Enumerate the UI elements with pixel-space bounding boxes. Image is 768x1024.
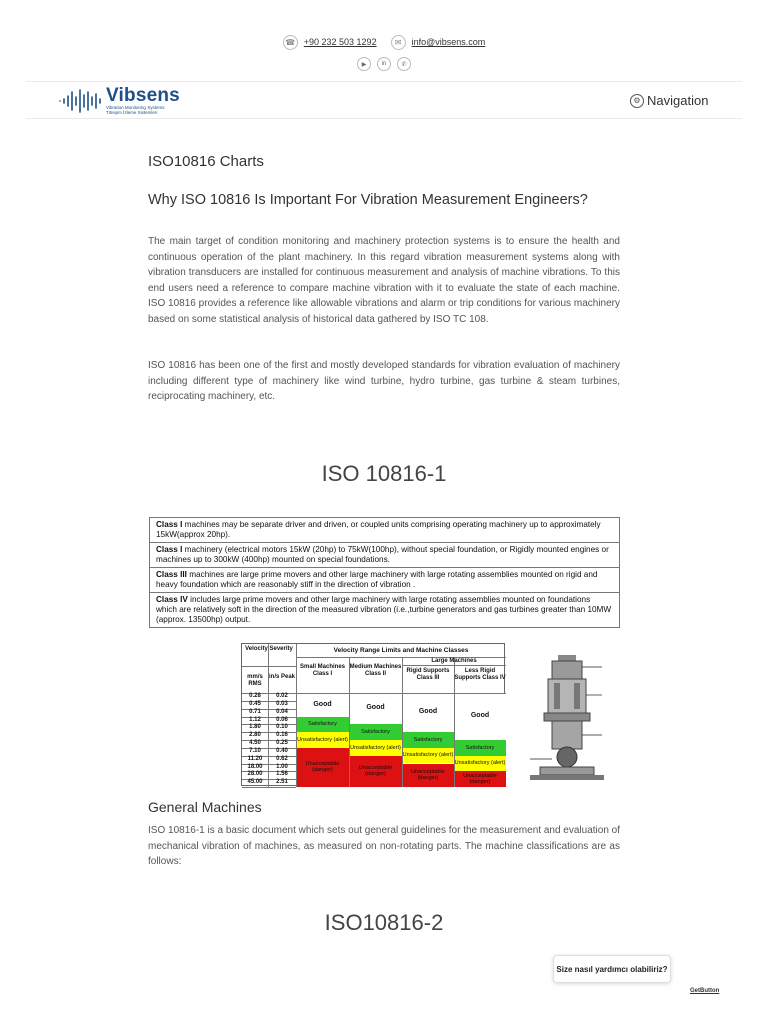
severity-rms-value: 45.00	[247, 779, 263, 786]
contact-bar	[0, 33, 768, 51]
page-title: ISO10816 Charts	[148, 153, 264, 170]
severity-header-right: Velocity Range Limits and Machine Classes	[333, 647, 469, 654]
severity-zone-unsatisfactory: Unsatisfactory (alert)	[349, 740, 402, 756]
phone-icon: ☎	[283, 35, 298, 50]
getbutton-credit-link[interactable]: GetButton	[690, 988, 720, 994]
severity-peak-value: 0.06	[276, 716, 288, 723]
severity-zone-unsatisfactory: Unsatisfactory (alert)	[296, 732, 349, 748]
logo-brand: Vibsens	[106, 85, 180, 106]
severity-rms-value: 18.00	[247, 763, 263, 770]
general-machines-paragraph: ISO 10816-1 is a basic document which sets out general guidelines for the measurement and evaluation of mechanical vibration of machines, as measured on non-rotating parts. The machine classifications are as follows:	[148, 825, 620, 868]
severity-rms-value: 0.45	[249, 700, 261, 707]
severity-zone-unsatisfactory: Unsatisfactory (alert)	[454, 756, 506, 772]
class-row: Class I machines may be separate driver and driven, or coupled units comprising operating machinery up to approximately 15kW(approx 20hp).	[150, 518, 619, 543]
severity-grid-line	[402, 665, 506, 666]
severity-rms-value: 0.28	[249, 693, 261, 699]
intro-paragraph: The main target of condition monitoring and machinery protection systems is to ensure the health and continuous operation of the plant machinery. In this regard vibration measurement systems along with vibration transducers are installed for continuous measurement and analysis of machine vibrations. To this end users need a reference to compare machine vibration with it to evaluate the state of each machine. ISO 10816 provides a reference like allowable vibrations and alarm or trip conditions for various machinery based on some statistical analysis of historical data gathered by ISO TC 108.	[148, 236, 620, 325]
logo-tagline-en: Vibration Monitoring Systems	[106, 105, 165, 110]
machine-class-header: Small Machines Class I	[299, 664, 346, 677]
site-logo[interactable]	[58, 86, 180, 115]
severity-zone-satisfactory: Satisfactory	[296, 717, 349, 733]
general-machines-heading: General Machines	[148, 799, 262, 815]
severity-col-peak: in/s Peak	[268, 674, 295, 680]
severity-rms-value: 1.80	[249, 724, 261, 731]
large-machines-label: Large Machines	[431, 658, 477, 664]
class-row: Class I machinery (electrical motors 15kW (20hp) to 75kW(100hp), without special foundation, or Rigidly mounted engines or machines up to 300kW (400hp) mounted on special foundations.	[150, 543, 619, 568]
severity-peak-value: 0.16	[276, 732, 288, 739]
severity-peak-value: 2.51	[276, 779, 288, 786]
machine-class-header: Rigid Supports Class III	[406, 668, 450, 681]
severity-zone-satisfactory: Satisfactory	[349, 724, 402, 740]
severity-zone-good: Good	[349, 693, 402, 724]
severity-zone-good: Good	[454, 693, 506, 740]
mail-icon: ✉	[391, 35, 406, 50]
severity-rms-value: 11.20	[247, 755, 263, 762]
severity-peak-value: 0.40	[276, 747, 288, 754]
severity-rms-value: 1.12	[249, 716, 261, 723]
standard-paragraph: ISO 10816 has been one of the first and mostly developed standards for vibration evaluation of machinery including different type of machinery like wind turbine, hydro turbine, gas turbine & steam turbines, reciprocating machinery, etc.	[148, 360, 620, 403]
header-divider-top	[26, 81, 742, 82]
severity-peak-value: 1.56	[276, 771, 288, 778]
severity-rms-value: 7.10	[249, 747, 261, 754]
severity-peak-value: 1.00	[276, 763, 288, 770]
header-divider-bottom	[26, 118, 742, 119]
severity-rms-value: 2.80	[249, 732, 261, 739]
severity-zone-unsatisfactory: Unsatisfactory (alert)	[402, 748, 454, 764]
class-row: Class III machines are large prime movers and other large machinery with large rotating assemblies mounted on rigid and heavy foundation which are reasonably stiff in the direction of vibration .	[150, 568, 619, 593]
severity-zone-satisfactory: Satisfactory	[454, 740, 506, 756]
severity-zone-unacceptable: Unacceptable (danger)	[454, 771, 506, 787]
social-links	[0, 57, 768, 71]
severity-zone-good: Good	[402, 693, 454, 732]
vibration-severity-chart	[241, 643, 505, 786]
severity-grid-line	[242, 666, 296, 667]
phone-contact[interactable]	[283, 35, 377, 50]
whatsapp-icon[interactable]: ✆	[397, 57, 411, 71]
iso-10816-2-heading: ISO10816-2	[324, 910, 444, 935]
phone-link[interactable]: +90 232 503 1292	[303, 37, 377, 47]
vertical-machine-illustration	[530, 655, 604, 785]
severity-rms-value: 0.71	[249, 708, 261, 715]
navigation-label: Navigation	[647, 93, 709, 108]
iso-10816-1-heading: ISO 10816-1	[321, 461, 447, 486]
severity-rms-value: 4.50	[249, 740, 261, 746]
email-link[interactable]: info@vibsens.com	[411, 37, 486, 47]
severity-zone-unacceptable: Unacceptable (danger)	[296, 748, 349, 787]
severity-col-rms: mm/s RMS	[247, 674, 263, 687]
severity-peak-value: 0.10	[276, 724, 288, 731]
youtube-icon[interactable]: ▶	[357, 57, 371, 71]
chat-widget-bubble[interactable]: Size nasıl yardımcı olabiliriz?	[553, 955, 671, 983]
severity-peak-value: 0.02	[276, 693, 288, 699]
severity-zone-unacceptable: Unacceptable (danger)	[349, 756, 402, 787]
machine-class-header: Less Rigid Supports Class IV	[454, 668, 506, 681]
severity-zone-satisfactory: Satisfactory	[402, 732, 454, 748]
class-row: Class IV includes large prime movers and other large machinery with large rotating assemblies mounted on foundations which are relatively soft in the direction of the measured vibration (i.e.,turbine generators and gas turbines greater than 10MW (approx. 13500hp) output.	[156, 595, 612, 624]
logo-tagline-tr: Titreşim İzleme Sistemleri	[106, 110, 158, 115]
gear-icon: ⚙	[630, 94, 644, 108]
severity-row-line	[242, 787, 296, 788]
severity-header-left: Velocity Severity	[245, 646, 293, 652]
navigation-menu-button[interactable]	[630, 93, 708, 108]
linkedin-icon[interactable]: in	[377, 57, 391, 71]
severity-peak-value: 0.04	[276, 708, 288, 715]
waveform-logo-icon	[58, 89, 102, 113]
machine-classes-table	[149, 517, 620, 628]
severity-zone-unacceptable: Unacceptable (danger)	[402, 764, 454, 788]
severity-peak-value: 0.25	[276, 740, 288, 746]
severity-peak-value: 0.03	[276, 700, 288, 707]
severity-peak-value: 0.62	[276, 755, 288, 762]
severity-rms-value: 28.00	[247, 771, 263, 778]
email-contact[interactable]	[391, 35, 486, 50]
section-heading: Why ISO 10816 Is Important For Vibration Measurement Engineers?	[148, 192, 588, 208]
severity-zone-good: Good	[296, 693, 349, 717]
machine-class-header: Medium Machines Class II	[349, 664, 402, 677]
